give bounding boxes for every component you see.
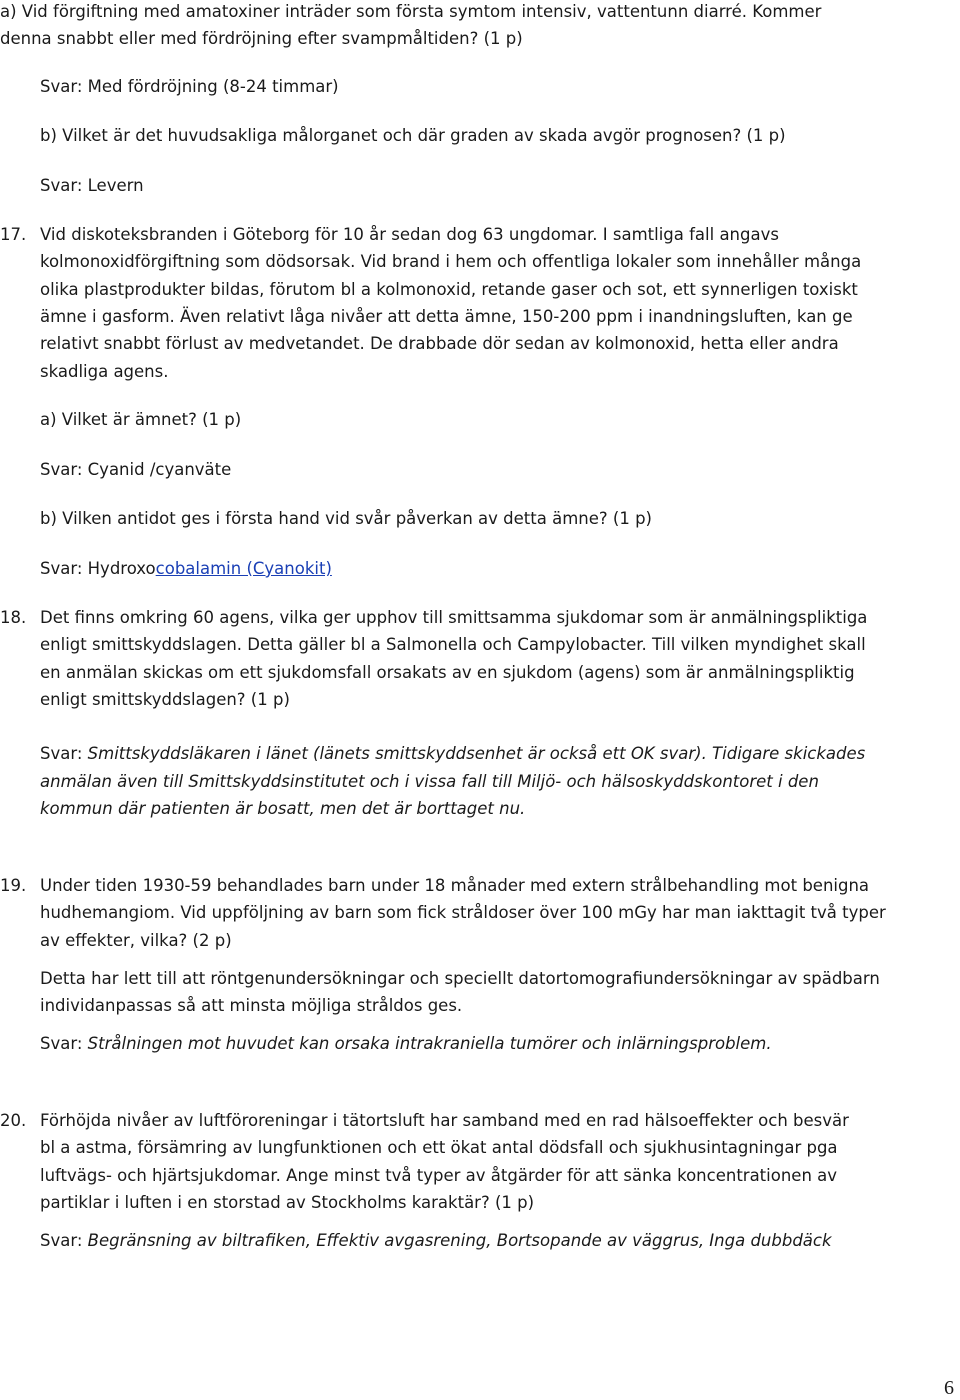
q17-line: Vid diskoteksbranden i Göteborg för 10 år sedan dog 63 ungdomar. I samtliga fall angavs (40, 225, 779, 244)
q17-number: 17. (0, 225, 27, 244)
answer-prefix: Svar: (40, 1231, 88, 1250)
q18-line: enligt smittskyddslagen? (1 p) (40, 690, 290, 709)
q19-line: hudhemangiom. Vid uppföljning av barn som fick stråldoser över 100 mGy har man iakttagit två typer (40, 903, 886, 922)
q19-line: Under tiden 1930-59 behandlades barn under 18 månader med extern strålbehandling mot benigna (40, 876, 870, 895)
q17-line: kolmonoxidförgiftning som dödsorsak. Vid brand i hem och offentliga lokaler som innehåller många (40, 252, 862, 271)
q16-a-line-1: a) Vid förgiftning med amatoxiner inträder som första symtom intensiv, vattentunn diarré. Kommer (0, 2, 822, 21)
answer-prefix: Svar: (40, 1034, 88, 1053)
q17-a-question: a) Vilket är ämnet? (1 p) (40, 410, 242, 429)
q19-line: av effekter, vilka? (2 p) (40, 931, 232, 950)
q17-b-answer-line (40, 559, 332, 579)
answer-prefix: Svar: (40, 460, 88, 479)
q19-answer-line (40, 1034, 772, 1054)
q17-line: olika plastprodukter bildas, förutom bl a kolmonoxid, retande gaser och sot, ett synnerligen toxiskt (40, 280, 858, 299)
q17-a-answer-line (40, 460, 231, 480)
q17-line: skadliga agens. (40, 362, 169, 381)
q19-number: 19. (0, 876, 27, 895)
answer-prefix: Svar: (40, 744, 88, 763)
q16-b-question: b) Vilket är det huvudsakliga målorganet och där graden av skada avgör prognosen? (1 p) (40, 126, 786, 145)
q18-answer-line: kommun där patienten är bosatt, men det är borttaget nu. (40, 799, 526, 818)
q17-b-answer-prefix: Svar: Hydroxo (40, 559, 156, 578)
q16-b-answer: Svar: Levern (40, 176, 144, 195)
q20-line: luftvägs- och hjärtsjukdomar. Ange minst två typer av åtgärder för att sänka koncentrationen av (40, 1166, 838, 1185)
q16-a-answer: Svar: Med fördröjning (8-24 timmar) (40, 77, 339, 96)
q20-line: partiklar i luften i en storstad av Stockholms karaktär? (1 p) (40, 1193, 535, 1212)
q18-line: Det finns omkring 60 agens, vilka ger upphov till smittsamma sjukdomar som är anmälningspliktiga (40, 608, 868, 627)
q20-answer: Begränsning av biltrafiken, Effektiv avgasrening, Bortsopande av väggrus, Inga dubbdäck (87, 1231, 832, 1250)
q17-line: relativt snabbt förlust av medvetandet. De drabbade dör sedan av kolmonoxid, hetta eller andra (40, 334, 839, 353)
q19-note-line: Detta har lett till att röntgenundersökningar och speciellt datortomografiundersökningar av spädbarn (40, 969, 880, 988)
q18-answer-line (40, 744, 865, 764)
q20-number: 20. (0, 1111, 27, 1130)
q19-note-line: individanpassas så att minsta möjliga stråldos ges. (40, 996, 463, 1015)
q17-a-answer: Cyanid /cyanväte (87, 460, 232, 479)
q18-answer: Smittskyddsläkaren i länet (länets smittskyddsenhet är också ett OK svar). Tidigare skickades (87, 744, 866, 763)
q17-line: ämne i gasform. Även relativt låga nivåer att detta ämne, 150-200 ppm i inandningsluften, kan ge (40, 307, 853, 326)
cyanokit-link[interactable]: cobalamin (Cyanokit) (155, 559, 332, 578)
q17-b-question: b) Vilken antidot ges i första hand vid svår påverkan av detta ämne? (1 p) (40, 509, 652, 528)
q20-line: Förhöjda nivåer av luftföroreningar i tätortsluft har samband med en rad hälsoeffekter och besvär (40, 1111, 849, 1130)
q18-answer-line: anmälan även till Smittskyddsinstitutet och i vissa fall till Miljö- och hälsoskyddskontoret i den (40, 772, 819, 791)
q16-a-line-2: denna snabbt eller med fördröjning efter svampmåltiden? (1 p) (0, 29, 523, 48)
q18-line: en anmälan skickas om ett sjukdomsfall orsakats av en sjukdom (agens) som är anmälningspliktig (40, 663, 855, 682)
q19-answer: Strålningen mot huvudet kan orsaka intrakraniella tumörer och inlärningsproblem. (87, 1034, 772, 1053)
q20-answer-line (40, 1231, 832, 1251)
q20-line: bl a astma, försämring av lungfunktionen och ett ökat antal dödsfall och sjukhusintagningar pga (40, 1138, 838, 1157)
q18-number: 18. (0, 608, 27, 627)
q18-line: enligt smittskyddslagen. Detta gäller bl a Salmonella och Campylobacter. Till vilken myndighet skall (40, 635, 866, 654)
page-number: 6 (944, 1377, 954, 1399)
